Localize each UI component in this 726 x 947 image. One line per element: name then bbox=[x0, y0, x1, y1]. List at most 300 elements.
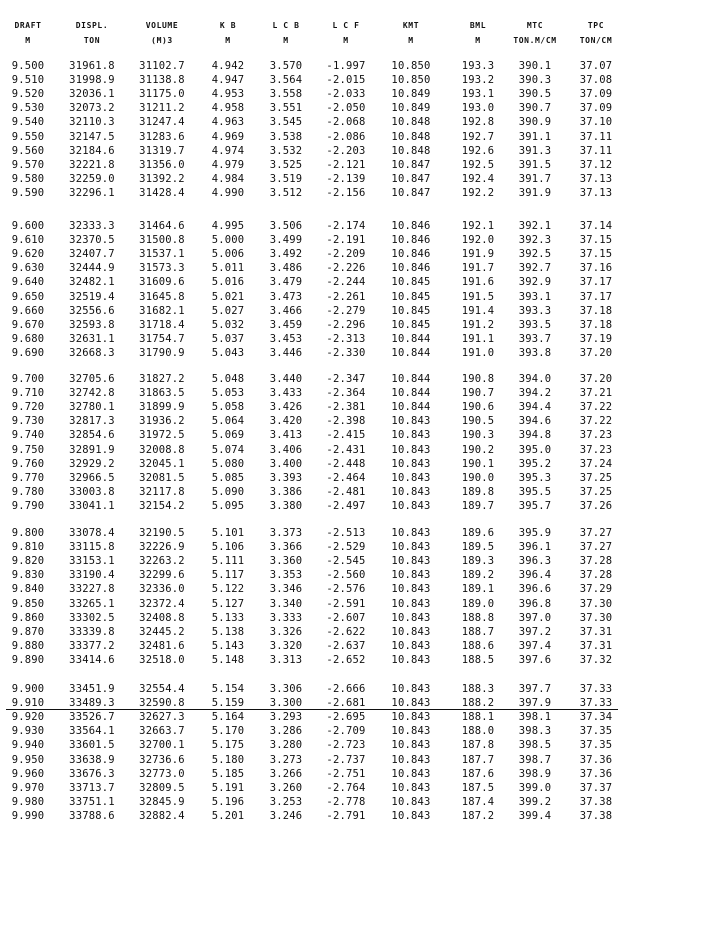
cell-kmt: 10.843 bbox=[391, 781, 431, 794]
cell-kb: 5.170 bbox=[211, 725, 245, 738]
cell-lcf: -2.191 bbox=[326, 234, 366, 247]
cell-lcf: -2.033 bbox=[326, 88, 366, 101]
cell-bml: 192.6 bbox=[461, 144, 495, 157]
cell-lcf: -2.364 bbox=[326, 387, 366, 400]
cell-lcf: -1.997 bbox=[326, 60, 366, 72]
cell-tpc: 37.33 bbox=[579, 697, 613, 710]
cell-mtc: 391.5 bbox=[518, 158, 552, 171]
cell-tpc: 37.28 bbox=[579, 569, 613, 582]
cell-volume: 31936.2 bbox=[139, 415, 185, 428]
cell-lcf: -2.050 bbox=[326, 102, 366, 115]
cell-lcf: -2.330 bbox=[326, 346, 366, 359]
cell-mtc: 393.8 bbox=[518, 346, 552, 359]
cell-volume: 32190.5 bbox=[139, 527, 185, 539]
cell-kb: 4.979 bbox=[211, 158, 245, 171]
cell-kmt: 10.845 bbox=[391, 290, 431, 303]
cell-volume: 31537.1 bbox=[139, 248, 185, 261]
cell-bml: 190.8 bbox=[461, 373, 495, 385]
cell-bml: 187.7 bbox=[461, 753, 495, 766]
cell-mtc: 393.1 bbox=[518, 290, 552, 303]
cell-kmt: 10.843 bbox=[391, 541, 431, 554]
cell-kmt: 10.846 bbox=[391, 248, 431, 261]
cell-bml: 189.8 bbox=[461, 485, 495, 498]
cell-tpc: 37.15 bbox=[579, 248, 613, 261]
cell-mtc: 390.5 bbox=[518, 88, 552, 101]
cell-lcb: 3.426 bbox=[269, 401, 303, 414]
cell-lcf: -2.513 bbox=[326, 527, 366, 539]
cell-lcf: -2.448 bbox=[326, 457, 366, 470]
cell-kb: 5.043 bbox=[211, 346, 245, 359]
cell-kmt: 10.844 bbox=[391, 332, 431, 345]
cell-kmt: 10.843 bbox=[391, 753, 431, 766]
cell-lcf: -2.398 bbox=[326, 415, 366, 428]
cell-kb: 5.021 bbox=[211, 290, 245, 303]
cell-kmt: 10.847 bbox=[391, 186, 431, 199]
cell-lcb: 3.420 bbox=[269, 415, 303, 428]
cell-bml: 188.0 bbox=[461, 725, 495, 738]
cell-displacement: 32966.5 bbox=[69, 471, 115, 484]
column-header-bml-label: BML bbox=[469, 21, 487, 30]
cell-mtc: 390.3 bbox=[518, 74, 552, 87]
cell-volume: 31682.1 bbox=[139, 304, 185, 317]
cell-displacement: 33788.6 bbox=[69, 809, 115, 822]
cell-draft: 9.570 bbox=[11, 158, 45, 171]
cell-kmt: 10.843 bbox=[391, 485, 431, 498]
cell-kb: 5.074 bbox=[211, 443, 245, 456]
cell-bml: 190.7 bbox=[461, 387, 495, 400]
cell-lcf: -2.174 bbox=[326, 220, 366, 232]
cell-displacement: 33265.1 bbox=[69, 597, 115, 610]
cell-kb: 4.947 bbox=[211, 74, 245, 87]
cell-tpc: 37.31 bbox=[579, 639, 613, 652]
cell-draft: 9.530 bbox=[11, 102, 45, 115]
cell-displacement: 33676.3 bbox=[69, 767, 115, 780]
cell-kb: 5.148 bbox=[211, 653, 245, 666]
cell-draft: 9.600 bbox=[11, 220, 45, 232]
cell-displacement: 32742.8 bbox=[69, 387, 115, 400]
cell-lcb: 3.466 bbox=[269, 304, 303, 317]
cell-lcf: -2.591 bbox=[326, 597, 366, 610]
cell-kb: 5.032 bbox=[211, 318, 245, 331]
cell-mtc: 392.9 bbox=[518, 276, 552, 289]
cell-lcf: -2.622 bbox=[326, 625, 366, 638]
cell-bml: 189.6 bbox=[461, 527, 495, 539]
cell-kmt: 10.843 bbox=[391, 711, 431, 724]
cell-lcf: -2.576 bbox=[326, 583, 366, 596]
cell-draft: 9.680 bbox=[11, 332, 45, 345]
cell-kmt: 10.844 bbox=[391, 401, 431, 414]
cell-draft: 9.860 bbox=[11, 611, 45, 624]
cell-lcb: 3.373 bbox=[269, 527, 303, 539]
cell-displacement: 33638.9 bbox=[69, 753, 115, 766]
cell-kmt: 10.843 bbox=[391, 555, 431, 568]
cell-displacement: 33190.4 bbox=[69, 569, 115, 582]
cell-kmt: 10.844 bbox=[391, 346, 431, 359]
cell-draft: 9.620 bbox=[11, 248, 45, 261]
column-header-lcf-label: L C F bbox=[332, 21, 360, 30]
cell-lcf: -2.695 bbox=[326, 711, 366, 724]
cell-displacement: 33227.8 bbox=[69, 583, 115, 596]
cell-kb: 4.990 bbox=[211, 186, 245, 199]
cell-draft: 9.830 bbox=[11, 569, 45, 582]
cell-kb: 5.175 bbox=[211, 739, 245, 752]
cell-lcb: 3.266 bbox=[269, 767, 303, 780]
cell-kb: 5.090 bbox=[211, 485, 245, 498]
cell-lcb: 3.400 bbox=[269, 457, 303, 470]
cell-volume: 32045.1 bbox=[139, 457, 185, 470]
cell-displacement: 32073.2 bbox=[69, 102, 115, 115]
cell-kmt: 10.843 bbox=[391, 569, 431, 582]
cell-displacement: 33153.1 bbox=[69, 555, 115, 568]
cell-tpc: 37.33 bbox=[579, 683, 613, 695]
cell-lcb: 3.246 bbox=[269, 809, 303, 822]
cell-tpc: 37.11 bbox=[579, 130, 613, 143]
cell-lcb: 3.512 bbox=[269, 186, 303, 199]
cell-displacement: 33526.7 bbox=[69, 711, 115, 724]
cell-tpc: 37.14 bbox=[579, 220, 613, 232]
cell-draft: 9.880 bbox=[11, 639, 45, 652]
cell-mtc: 396.8 bbox=[518, 597, 552, 610]
cell-draft: 9.950 bbox=[11, 753, 45, 766]
cell-lcf: -2.209 bbox=[326, 248, 366, 261]
cell-lcf: -2.296 bbox=[326, 318, 366, 331]
cell-bml: 192.0 bbox=[461, 234, 495, 247]
cell-bml: 192.4 bbox=[461, 172, 495, 185]
cell-bml: 187.4 bbox=[461, 795, 495, 808]
cell-lcb: 3.333 bbox=[269, 611, 303, 624]
cell-volume: 31175.0 bbox=[139, 88, 185, 101]
cell-mtc: 397.9 bbox=[518, 697, 552, 710]
cell-kb: 4.995 bbox=[211, 220, 245, 232]
cell-kmt: 10.843 bbox=[391, 795, 431, 808]
cell-mtc: 392.5 bbox=[518, 248, 552, 261]
cell-draft: 9.630 bbox=[11, 262, 45, 275]
cell-bml: 192.7 bbox=[461, 130, 495, 143]
cell-mtc: 396.6 bbox=[518, 583, 552, 596]
cell-lcb: 3.558 bbox=[269, 88, 303, 101]
cell-kmt: 10.846 bbox=[391, 220, 431, 232]
cell-lcb: 3.340 bbox=[269, 597, 303, 610]
cell-tpc: 37.09 bbox=[579, 88, 613, 101]
cell-volume: 31247.4 bbox=[139, 116, 185, 129]
cell-kb: 5.143 bbox=[211, 639, 245, 652]
cell-lcb: 3.286 bbox=[269, 725, 303, 738]
cell-mtc: 399.4 bbox=[518, 809, 552, 822]
cell-kmt: 10.845 bbox=[391, 276, 431, 289]
cell-draft: 9.700 bbox=[11, 373, 45, 385]
cell-draft: 9.670 bbox=[11, 318, 45, 331]
cell-displacement: 32929.2 bbox=[69, 457, 115, 470]
cell-displacement: 33713.7 bbox=[69, 781, 115, 794]
cell-mtc: 395.7 bbox=[518, 499, 552, 512]
cell-lcb: 3.538 bbox=[269, 130, 303, 143]
cell-displacement: 32444.9 bbox=[69, 262, 115, 275]
cell-lcb: 3.253 bbox=[269, 795, 303, 808]
cell-displacement: 32110.3 bbox=[69, 116, 115, 129]
cell-kmt: 10.843 bbox=[391, 625, 431, 638]
cell-lcb: 3.570 bbox=[269, 60, 303, 72]
cell-tpc: 37.16 bbox=[579, 262, 613, 275]
cell-tpc: 37.13 bbox=[579, 172, 613, 185]
cell-kb: 5.027 bbox=[211, 304, 245, 317]
cell-bml: 193.2 bbox=[461, 74, 495, 87]
cell-kmt: 10.848 bbox=[391, 144, 431, 157]
cell-bml: 191.9 bbox=[461, 248, 495, 261]
cell-volume: 31138.8 bbox=[139, 74, 185, 87]
cell-kb: 5.127 bbox=[211, 597, 245, 610]
cell-kmt: 10.843 bbox=[391, 653, 431, 666]
cell-lcb: 3.360 bbox=[269, 555, 303, 568]
cell-displacement: 32556.6 bbox=[69, 304, 115, 317]
cell-lcb: 3.525 bbox=[269, 158, 303, 171]
cell-tpc: 37.30 bbox=[579, 597, 613, 610]
cell-displacement: 32519.4 bbox=[69, 290, 115, 303]
cell-displacement: 32817.3 bbox=[69, 415, 115, 428]
cell-mtc: 398.3 bbox=[518, 725, 552, 738]
cell-bml: 188.8 bbox=[461, 611, 495, 624]
cell-tpc: 37.23 bbox=[579, 443, 613, 456]
cell-displacement: 32482.1 bbox=[69, 276, 115, 289]
cell-draft: 9.790 bbox=[11, 499, 45, 512]
cell-lcb: 3.346 bbox=[269, 583, 303, 596]
cell-tpc: 37.09 bbox=[579, 102, 613, 115]
cell-kmt: 10.846 bbox=[391, 234, 431, 247]
cell-draft: 9.770 bbox=[11, 471, 45, 484]
cell-volume: 32117.8 bbox=[139, 485, 185, 498]
cell-lcb: 3.413 bbox=[269, 429, 303, 442]
cell-kmt: 10.843 bbox=[391, 429, 431, 442]
cell-tpc: 37.36 bbox=[579, 753, 613, 766]
cell-displacement: 33451.9 bbox=[69, 683, 115, 695]
cell-mtc: 392.1 bbox=[518, 220, 552, 232]
cell-volume: 32882.4 bbox=[139, 809, 185, 822]
cell-draft: 9.660 bbox=[11, 304, 45, 317]
cell-mtc: 390.1 bbox=[518, 60, 552, 72]
cell-lcf: -2.497 bbox=[326, 499, 366, 512]
cell-mtc: 391.7 bbox=[518, 172, 552, 185]
cell-kmt: 10.843 bbox=[391, 457, 431, 470]
cell-bml: 190.0 bbox=[461, 471, 495, 484]
cell-kmt: 10.843 bbox=[391, 415, 431, 428]
column-header-lcb-unit: M bbox=[283, 36, 289, 45]
cell-volume: 32590.8 bbox=[139, 697, 185, 710]
cell-kb: 5.185 bbox=[211, 767, 245, 780]
cell-mtc: 390.7 bbox=[518, 102, 552, 115]
cell-tpc: 37.24 bbox=[579, 457, 613, 470]
cell-kb: 5.064 bbox=[211, 415, 245, 428]
cell-kmt: 10.843 bbox=[391, 697, 431, 710]
cell-mtc: 397.2 bbox=[518, 625, 552, 638]
cell-tpc: 37.08 bbox=[579, 74, 613, 87]
cell-volume: 31392.2 bbox=[139, 172, 185, 185]
cell-tpc: 37.35 bbox=[579, 739, 613, 752]
column-header-kmt-label: KMT bbox=[402, 21, 420, 30]
cell-volume: 32445.2 bbox=[139, 625, 185, 638]
cell-displacement: 33041.1 bbox=[69, 499, 115, 512]
cell-lcb: 3.446 bbox=[269, 346, 303, 359]
cell-lcb: 3.545 bbox=[269, 116, 303, 129]
cell-lcb: 3.506 bbox=[269, 220, 303, 232]
cell-tpc: 37.27 bbox=[579, 527, 613, 539]
cell-tpc: 37.37 bbox=[579, 781, 613, 794]
cell-lcb: 3.313 bbox=[269, 653, 303, 666]
cell-lcb: 3.519 bbox=[269, 172, 303, 185]
cell-tpc: 37.15 bbox=[579, 234, 613, 247]
cell-kb: 5.191 bbox=[211, 781, 245, 794]
cell-bml: 189.1 bbox=[461, 583, 495, 596]
cell-lcf: -2.431 bbox=[326, 443, 366, 456]
cell-volume: 32154.2 bbox=[139, 499, 185, 512]
cell-tpc: 37.38 bbox=[579, 809, 613, 822]
column-header-kb-label: K B bbox=[219, 21, 237, 30]
cell-kb: 5.080 bbox=[211, 457, 245, 470]
cell-kb: 5.154 bbox=[211, 683, 245, 695]
cell-lcb: 3.564 bbox=[269, 74, 303, 87]
cell-mtc: 395.3 bbox=[518, 471, 552, 484]
column-header-tpc-label: TPC bbox=[587, 21, 605, 30]
cell-bml: 193.0 bbox=[461, 102, 495, 115]
cell-kb: 4.969 bbox=[211, 130, 245, 143]
cell-draft: 9.740 bbox=[11, 429, 45, 442]
cell-volume: 32700.1 bbox=[139, 739, 185, 752]
cell-lcf: -2.778 bbox=[326, 795, 366, 808]
cell-bml: 192.1 bbox=[461, 220, 495, 232]
cell-tpc: 37.11 bbox=[579, 144, 613, 157]
cell-draft: 9.850 bbox=[11, 597, 45, 610]
cell-displacement: 32407.7 bbox=[69, 248, 115, 261]
cell-lcf: -2.764 bbox=[326, 781, 366, 794]
column-header-bml-unit: M bbox=[475, 36, 481, 45]
cell-displacement: 32221.8 bbox=[69, 158, 115, 171]
cell-displacement: 33377.2 bbox=[69, 639, 115, 652]
cell-kb: 5.085 bbox=[211, 471, 245, 484]
cell-mtc: 391.3 bbox=[518, 144, 552, 157]
cell-tpc: 37.26 bbox=[579, 499, 613, 512]
cell-kb: 5.159 bbox=[211, 697, 245, 710]
cell-draft: 9.980 bbox=[11, 795, 45, 808]
cell-tpc: 37.28 bbox=[579, 555, 613, 568]
cell-bml: 188.6 bbox=[461, 639, 495, 652]
cell-kb: 5.196 bbox=[211, 795, 245, 808]
cell-mtc: 394.4 bbox=[518, 401, 552, 414]
cell-tpc: 37.20 bbox=[579, 346, 613, 359]
cell-volume: 31428.4 bbox=[139, 186, 185, 199]
cell-bml: 188.3 bbox=[461, 683, 495, 695]
cell-kb: 5.164 bbox=[211, 711, 245, 724]
column-header-kb-unit: M bbox=[225, 36, 231, 45]
cell-volume: 32263.2 bbox=[139, 555, 185, 568]
cell-kmt: 10.843 bbox=[391, 739, 431, 752]
cell-draft: 9.820 bbox=[11, 555, 45, 568]
cell-lcb: 3.499 bbox=[269, 234, 303, 247]
cell-volume: 32336.0 bbox=[139, 583, 185, 596]
cell-lcb: 3.406 bbox=[269, 443, 303, 456]
cell-lcf: -2.723 bbox=[326, 739, 366, 752]
cell-kb: 5.000 bbox=[211, 234, 245, 247]
cell-volume: 31827.2 bbox=[139, 373, 185, 385]
cell-kb: 4.963 bbox=[211, 116, 245, 129]
cell-displacement: 32668.3 bbox=[69, 346, 115, 359]
cell-lcb: 3.293 bbox=[269, 711, 303, 724]
cell-tpc: 37.27 bbox=[579, 541, 613, 554]
cell-tpc: 37.19 bbox=[579, 332, 613, 345]
cell-draft: 9.710 bbox=[11, 387, 45, 400]
cell-tpc: 37.13 bbox=[579, 186, 613, 199]
cell-displacement: 32036.1 bbox=[69, 88, 115, 101]
cell-displacement: 31961.8 bbox=[69, 60, 115, 72]
cell-mtc: 392.7 bbox=[518, 262, 552, 275]
cell-bml: 192.2 bbox=[461, 186, 495, 199]
cell-bml: 188.7 bbox=[461, 625, 495, 638]
cell-lcb: 3.353 bbox=[269, 569, 303, 582]
column-header-kmt-unit: M bbox=[408, 36, 414, 45]
cell-volume: 31573.3 bbox=[139, 262, 185, 275]
cell-volume: 32299.6 bbox=[139, 569, 185, 582]
cell-kb: 5.053 bbox=[211, 387, 245, 400]
cell-tpc: 37.25 bbox=[579, 471, 613, 484]
cell-volume: 32008.8 bbox=[139, 443, 185, 456]
cell-lcf: -2.545 bbox=[326, 555, 366, 568]
cell-kmt: 10.843 bbox=[391, 499, 431, 512]
cell-draft: 9.900 bbox=[11, 683, 45, 695]
cell-kb: 5.111 bbox=[211, 555, 245, 568]
cell-kmt: 10.850 bbox=[391, 74, 431, 87]
cell-volume: 32809.5 bbox=[139, 781, 185, 794]
cell-mtc: 397.0 bbox=[518, 611, 552, 624]
cell-tpc: 37.17 bbox=[579, 276, 613, 289]
cell-tpc: 37.35 bbox=[579, 725, 613, 738]
cell-mtc: 398.1 bbox=[518, 711, 552, 724]
cell-bml: 191.5 bbox=[461, 290, 495, 303]
cell-draft: 9.650 bbox=[11, 290, 45, 303]
cell-tpc: 37.22 bbox=[579, 415, 613, 428]
cell-bml: 189.7 bbox=[461, 499, 495, 512]
cell-volume: 31754.7 bbox=[139, 332, 185, 345]
cell-draft: 9.920 bbox=[11, 711, 45, 724]
cell-displacement: 33414.6 bbox=[69, 653, 115, 666]
column-header-lcf-unit: M bbox=[343, 36, 349, 45]
cell-lcb: 3.300 bbox=[269, 697, 303, 710]
cell-tpc: 37.25 bbox=[579, 485, 613, 498]
cell-lcf: -2.244 bbox=[326, 276, 366, 289]
cell-volume: 32081.5 bbox=[139, 471, 185, 484]
cell-kb: 5.095 bbox=[211, 499, 245, 512]
cell-lcb: 3.366 bbox=[269, 541, 303, 554]
cell-mtc: 394.2 bbox=[518, 387, 552, 400]
column-header-mtc-label: MTC bbox=[526, 21, 544, 30]
cell-bml: 191.7 bbox=[461, 262, 495, 275]
cell-mtc: 397.6 bbox=[518, 653, 552, 666]
cell-draft: 9.960 bbox=[11, 767, 45, 780]
cell-volume: 31645.8 bbox=[139, 290, 185, 303]
cell-tpc: 37.36 bbox=[579, 767, 613, 780]
cell-draft: 9.760 bbox=[11, 457, 45, 470]
cell-mtc: 397.4 bbox=[518, 639, 552, 652]
cell-volume: 31464.6 bbox=[139, 220, 185, 232]
cell-kb: 4.984 bbox=[211, 172, 245, 185]
cell-bml: 189.5 bbox=[461, 541, 495, 554]
cell-lcb: 3.492 bbox=[269, 248, 303, 261]
cell-displacement: 33601.5 bbox=[69, 739, 115, 752]
cell-draft: 9.910 bbox=[11, 697, 45, 710]
cell-lcf: -2.086 bbox=[326, 130, 366, 143]
cell-volume: 32845.9 bbox=[139, 795, 185, 808]
cell-draft: 9.590 bbox=[11, 186, 45, 199]
cell-volume: 31211.2 bbox=[139, 102, 185, 115]
cell-lcf: -2.121 bbox=[326, 158, 366, 171]
underline-rule bbox=[6, 709, 618, 710]
cell-displacement: 31998.9 bbox=[69, 74, 115, 87]
